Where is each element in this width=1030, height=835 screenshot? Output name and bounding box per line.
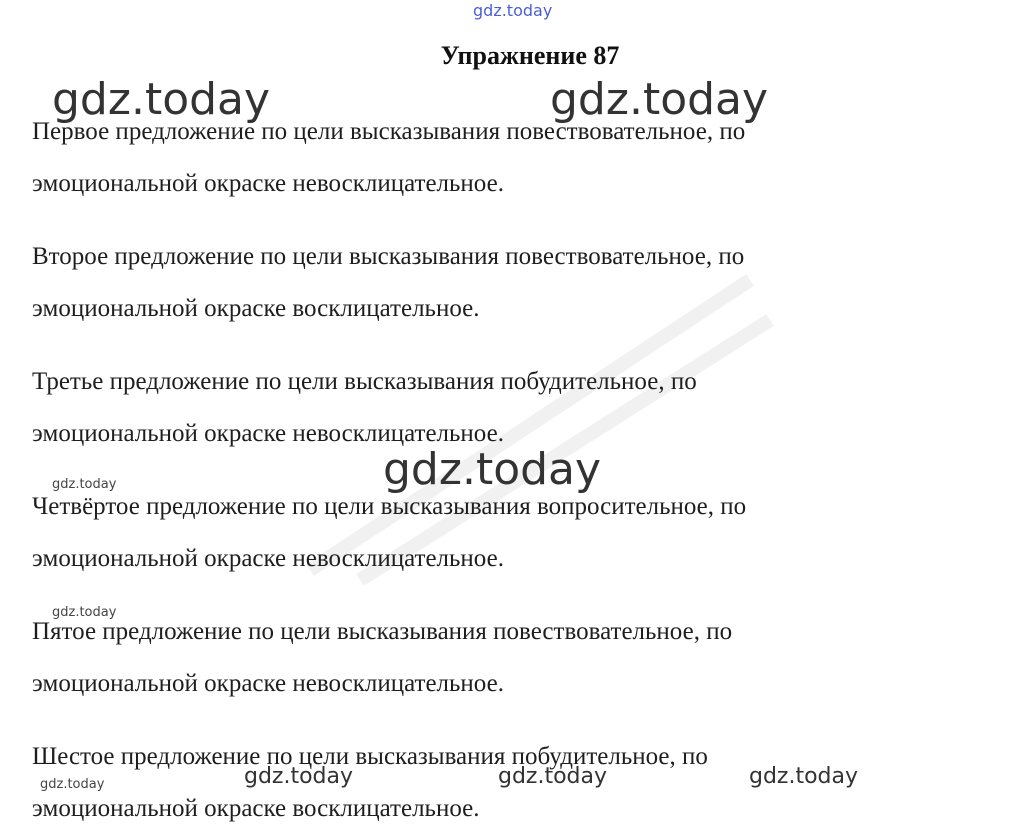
watermark-bottom-3: gdz.today — [749, 764, 859, 789]
paragraph-1-line-1: Первое предложение по цели высказывания повествовательное, по — [32, 118, 746, 145]
paragraph-4 — [32, 481, 992, 585]
paragraph-2 — [32, 231, 992, 335]
watermark-bottom-2: gdz.today — [498, 764, 608, 789]
paragraph-4-line-2: эмоциональной окраске невосклицательное. — [32, 545, 504, 572]
paragraph-2-line-1: Второе предложение по цели высказывания повествовательное, по — [32, 243, 745, 270]
watermark-small-2: gdz.today — [52, 605, 117, 620]
paragraph-4-line-1: Четвёртое предложение по цели высказывания вопросительное, по — [32, 493, 747, 520]
watermark-large-right: gdz.today — [550, 74, 769, 125]
page-title: Упражнение 87 — [440, 41, 620, 70]
watermark-large-left: gdz.today — [52, 74, 271, 125]
paragraph-6-line-2: эмоциональной окраске восклицательное. — [32, 795, 480, 822]
paragraph-6-line-1: Шестое предложение по цели высказывания побудительное, по — [32, 743, 708, 770]
paragraph-2-line-2: эмоциональной окраске восклицательное. — [32, 295, 480, 322]
watermark-bottom-1: gdz.today — [244, 764, 354, 789]
watermark-top: gdz.today — [473, 1, 553, 20]
watermark-large-center: gdz.today — [383, 444, 602, 495]
paragraph-5 — [32, 606, 992, 710]
paragraph-5-line-1: Пятое предложение по цели высказывания повествовательное, по — [32, 618, 733, 645]
paragraph-3-line-1: Третье предложение по цели высказывания побудительное, по — [32, 368, 697, 395]
paragraph-5-line-2: эмоциональной окраске невосклицательное. — [32, 670, 504, 697]
watermark-small-3: gdz.today — [40, 777, 105, 792]
paragraph-3-line-2: эмоциональной окраске невосклицательное. — [32, 420, 504, 447]
paragraph-1 — [32, 106, 992, 210]
watermark-small-1: gdz.today — [52, 477, 117, 492]
paragraph-1-line-2: эмоциональной окраске невосклицательное. — [32, 170, 504, 197]
